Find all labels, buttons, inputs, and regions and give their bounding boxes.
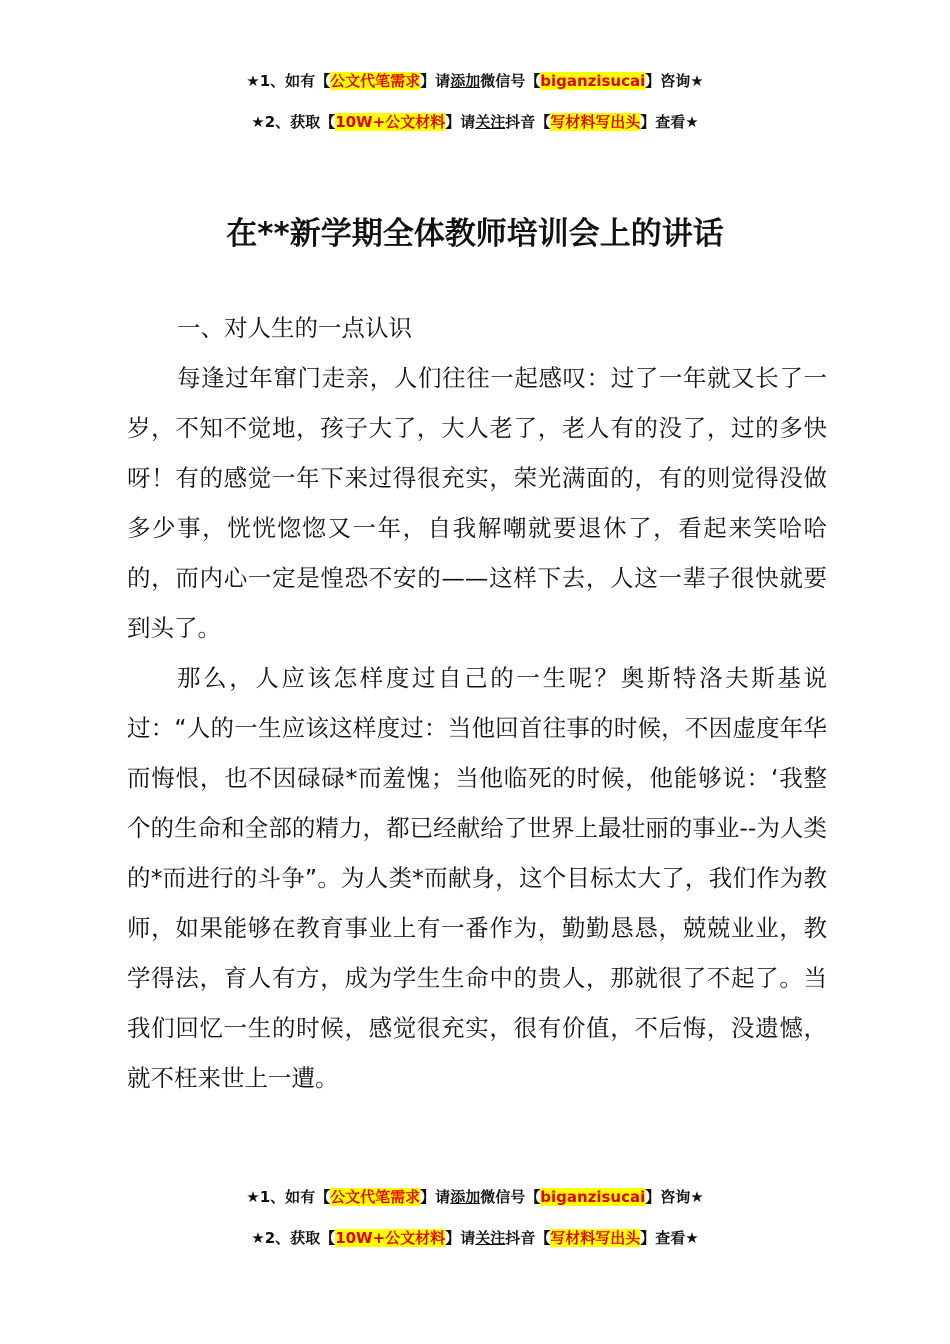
banner-text: 】查看★ (640, 113, 699, 131)
banner-highlight: 公文代笔需求 (330, 1188, 421, 1206)
banner-text: 】请 (420, 72, 451, 90)
banner-underlined: 关注 (475, 1229, 506, 1247)
banner-text: 抖音【 (505, 113, 551, 131)
bottom-banner-line-1 (0, 1186, 950, 1208)
banner-highlight: biganzisucai (540, 72, 646, 90)
banner-text: 】咨询★ (645, 72, 704, 90)
document-body (127, 303, 827, 1103)
banner-text: ★1、如有【 (246, 72, 331, 90)
banner-highlight: 10W+公文材料 (335, 1229, 446, 1247)
banner-text: 微信号【 (480, 72, 541, 90)
banner-text: 】咨询★ (645, 1188, 704, 1206)
banner-text: 微信号【 (480, 1188, 541, 1206)
section-heading: 一、对人生的一点认识 (177, 314, 412, 342)
banner-highlight: 写材料写出头 (550, 113, 641, 131)
banner-text: 】请 (445, 113, 476, 131)
banner-underlined: 添加 (450, 1188, 481, 1206)
banner-text: 】请 (420, 1188, 451, 1206)
banner-underlined: 添加 (450, 72, 481, 90)
banner-underlined: 关注 (475, 113, 506, 131)
banner-highlight: 公文代笔需求 (330, 72, 421, 90)
body-paragraph-1: 每逢过年窜门走亲，人们往往一起感叹：过了一年就又长了一岁，不知不觉地，孩子大了，大人老了，老人有的没了，过的多快呀！有的感觉一年下来过得很充实，荣光满面的，有的则觉得没做多少事，恍恍惚惚又一年，自我解嘲就要退休了，看起来笑哈哈的，而内心一定是惶恐不安的——这样下去，人这一辈子很快就要到头了。 (127, 364, 827, 642)
top-banner-line-1 (0, 70, 950, 92)
banner-text: ★1、如有【 (246, 1188, 331, 1206)
banner-text: 抖音【 (505, 1229, 551, 1247)
banner-highlight: 写材料写出头 (550, 1229, 641, 1247)
banner-text: ★2、获取【 (251, 113, 336, 131)
banner-text: ★2、获取【 (251, 1229, 336, 1247)
top-banner-line-2 (0, 111, 950, 133)
banner-highlight: biganzisucai (540, 1188, 646, 1206)
banner-highlight: 10W+公文材料 (335, 113, 446, 131)
document-title: 在**新学期全体教师培训会上的讲话 (226, 216, 724, 252)
banner-text: 】请 (445, 1229, 476, 1247)
body-paragraph-2: 那么，人应该怎样度过自己的一生呢？奥斯特洛夫斯基说过：“人的一生应该这样度过：当他回首往事的时候，不因虚度年华而悔恨，也不因碌碌*而羞愧；当他临死的时候，他能够说：‘我整个的生命和全部的精力，都已经献给了世界上最壮丽的事业--为人类的*而进行的斗争”。为人类*而献身，这个目标太大了，我们作为教师，如果能够在教育事业上有一番作为，勤勤恳恳，兢兢业业，教学得法，育人有方，成为学生生命中的贵人，那就很了不起了。当我们回忆一生的时候，感觉很充实，很有价值，不后悔，没遗憾，就不枉来世上一遭。 (127, 664, 827, 1092)
banner-text: 】查看★ (640, 1229, 699, 1247)
bottom-banner-line-2 (0, 1227, 950, 1249)
